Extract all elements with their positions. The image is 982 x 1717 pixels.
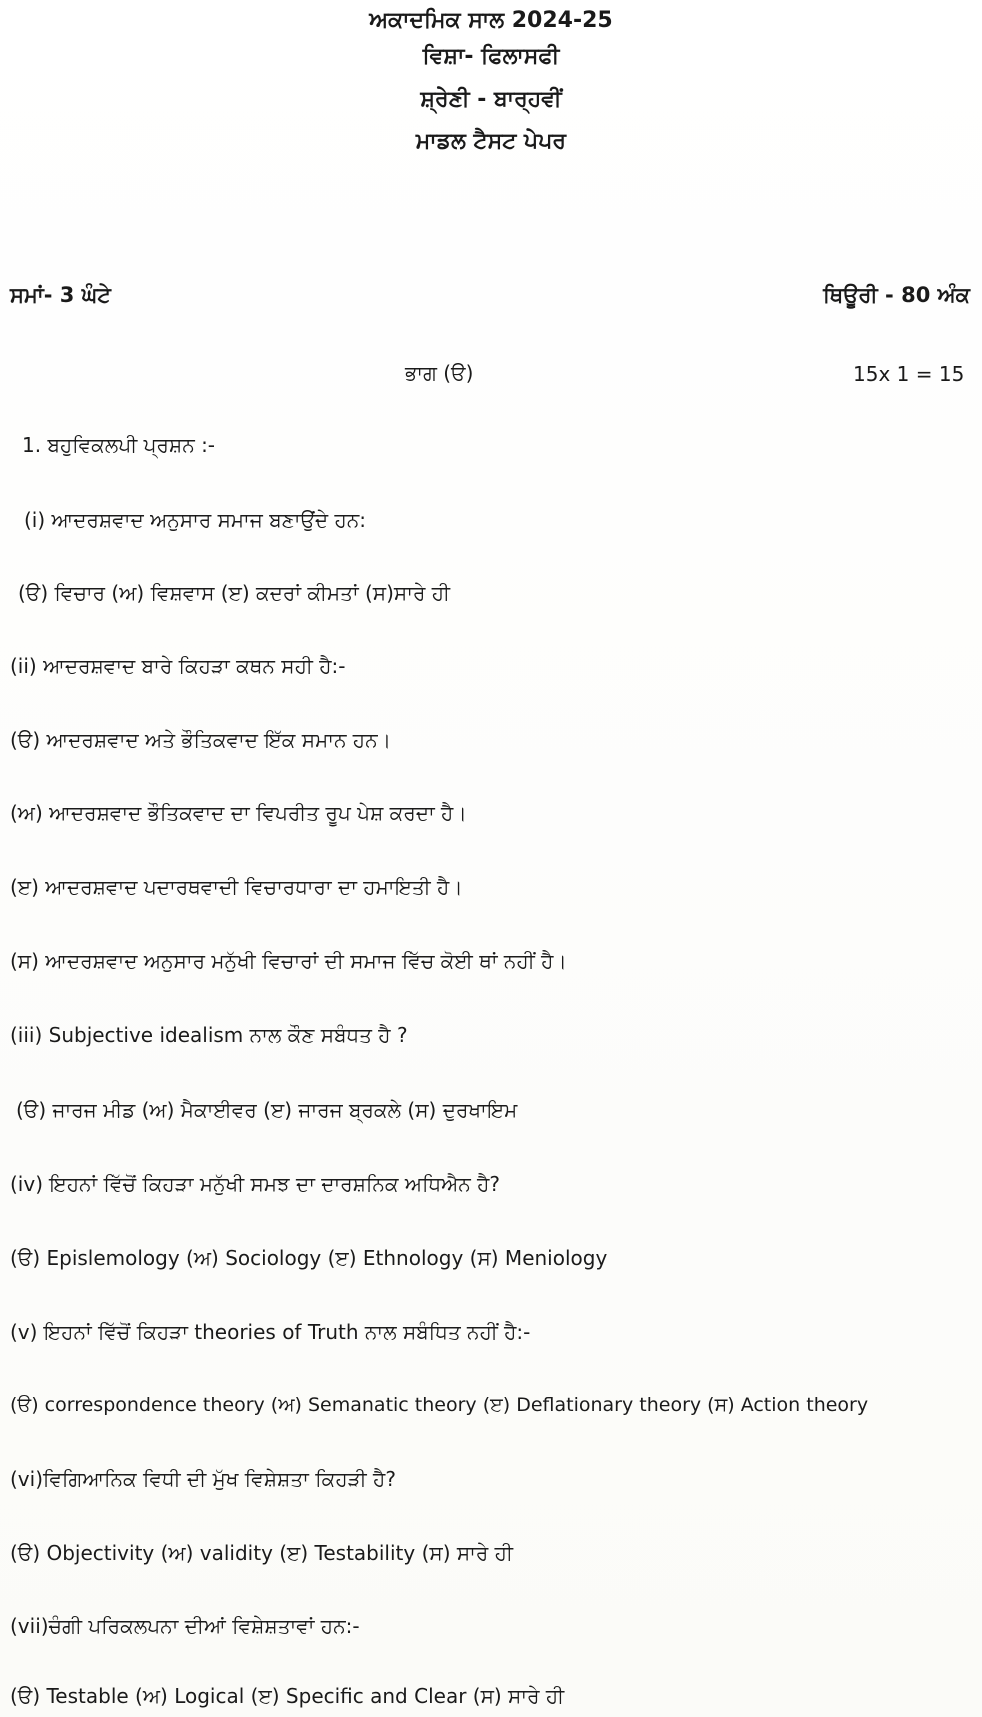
question-heading: 1. ਬਹੁਵਿਕਲਪੀ ਪ੍ਰਸ਼ਨ :-: [22, 433, 216, 457]
paper-title: ਮਾਡਲ ਟੈਸਟ ਪੇਪਰ: [415, 129, 567, 154]
question-ii: (ii) ਆਦਰਸ਼ਵਾਦ ਬਾਰੇ ਕਿਹੜਾ ਕਥਨ ਸਹੀ ਹੈ:-: [10, 654, 346, 678]
academic-session: ਅਕਾਦਮਿਕ ਸਾਲ 2024-25: [369, 8, 613, 33]
time-allowed: ਸਮਾਂ- 3 ਘੰਟੇ: [10, 283, 111, 307]
options-iv: (ੳ) Epislemology (ਅ) Sociology (ੲ) Ethnology (ਸ) Meniology: [10, 1246, 608, 1270]
question-i: (i) ਆਦਰਸ਼ਵਾਦ ਅਨੁਸਾਰ ਸਮਾਜ ਬਣਾਉਂਦੇ ਹਨ:: [24, 508, 366, 532]
options-vi: (ੳ) Objectivity (ਅ) validity (ੲ) Testability (ਸ) ਸਾਰੇ ਹੀ: [10, 1541, 513, 1565]
subject-title: ਵਿਸ਼ਾ- ਫਿਲਾਸਫੀ: [422, 44, 560, 69]
section-name: ਭਾਗ (ੳ): [405, 361, 474, 385]
option-ii-b: (ਅ) ਆਦਰਸ਼ਵਾਦ ਭੌਤਿਕਵਾਦ ਦਾ ਵਿਪਰੀਤ ਰੂਪ ਪੇਸ਼ ਕਰਦਾ ਹੈ।: [10, 801, 467, 825]
options-v: (ੳ) correspondence theory (ਅ) Semanatic theory (ੲ) Deflationary theory (ਸ) Action theory: [10, 1394, 869, 1416]
question-vii: (vii)ਚੰਗੀ ਪਰਿਕਲਪਨਾ ਦੀਆਂ ਵਿਸ਼ੇਸ਼ਤਾਵਾਂ ਹਨ:-: [10, 1614, 360, 1638]
option-ii-a: (ੳ) ਆਦਰਸ਼ਵਾਦ ਅਤੇ ਭੌਤਿਕਵਾਦ ਇੱਕ ਸਮਾਨ ਹਨ।: [10, 728, 392, 752]
question-vi: (vi)ਵਿਗਿਆਨਿਕ ਵਿਧੀ ਦੀ ਮੁੱਖ ਵਿਸ਼ੇਸ਼ਤਾ ਕਿਹੜੀ ਹੈ?: [10, 1467, 396, 1491]
option-ii-d: (ਸ) ਆਦਰਸ਼ਵਾਦ ਅਨੁਸਾਰ ਮਨੁੱਖੀ ਵਿਚਾਰਾਂ ਦੀ ਸਮਾਜ ਵਿੱਚ ਕੋਈ ਥਾਂ ਨਹੀਂ ਹੈ।: [10, 949, 567, 973]
theory-marks: ਥਿਊਰੀ - 80 ਅੰਕ: [823, 283, 970, 307]
option-ii-c: (ੲ) ਆਦਰਸ਼ਵਾਦ ਪਦਾਰਥਵਾਦੀ ਵਿਚਾਰਧਾਰਾ ਦਾ ਹਮਾਇਤੀ ਹੈ।: [10, 875, 463, 899]
options-iii: (ੳ) ਜਾਰਜ ਮੀਡ (ਅ) ਮੈਕਾਈਵਰ (ੲ) ਜਾਰਜ ਬ੍ਰਕਲੇ (ਸ) ਦੁਰਖਾਇਮ: [16, 1098, 518, 1122]
options-vii: (ੳ) Testable (ਅ) Logical (ੲ) Specific and Clear (ਸ) ਸਾਰੇ ਹੀ: [10, 1684, 565, 1708]
question-iv: (iv) ਇਹਨਾਂ ਵਿੱਚੋਂ ਕਿਹੜਾ ਮਨੁੱਖੀ ਸਮਝ ਦਾ ਦਾਰਸ਼ਨਿਕ ਅਧਿਐਨ ਹੈ?: [10, 1172, 501, 1196]
class-title: ਸ਼੍ਰੇਣੀ - ਬਾਰ੍ਹਵੀਂ: [420, 87, 562, 112]
section-marks: 15x 1 = 15: [853, 362, 965, 386]
options-i: (ੳ) ਵਿਚਾਰ (ਅ) ਵਿਸ਼ਵਾਸ (ੲ) ਕਦਰਾਂ ਕੀਮਤਾਂ (ਸ)ਸਾਰੇ ਹੀ: [18, 581, 451, 605]
question-v: (v) ਇਹਨਾਂ ਵਿੱਚੋਂ ਕਿਹੜਾ theories of Truth ਨਾਲ ਸਬੰਧਿਤ ਨਹੀਂ ਹੈ:-: [10, 1320, 531, 1344]
question-iii: (iii) Subjective idealism ਨਾਲ ਕੌਣ ਸਬੰਧਤ ਹੈ ?: [10, 1023, 408, 1047]
